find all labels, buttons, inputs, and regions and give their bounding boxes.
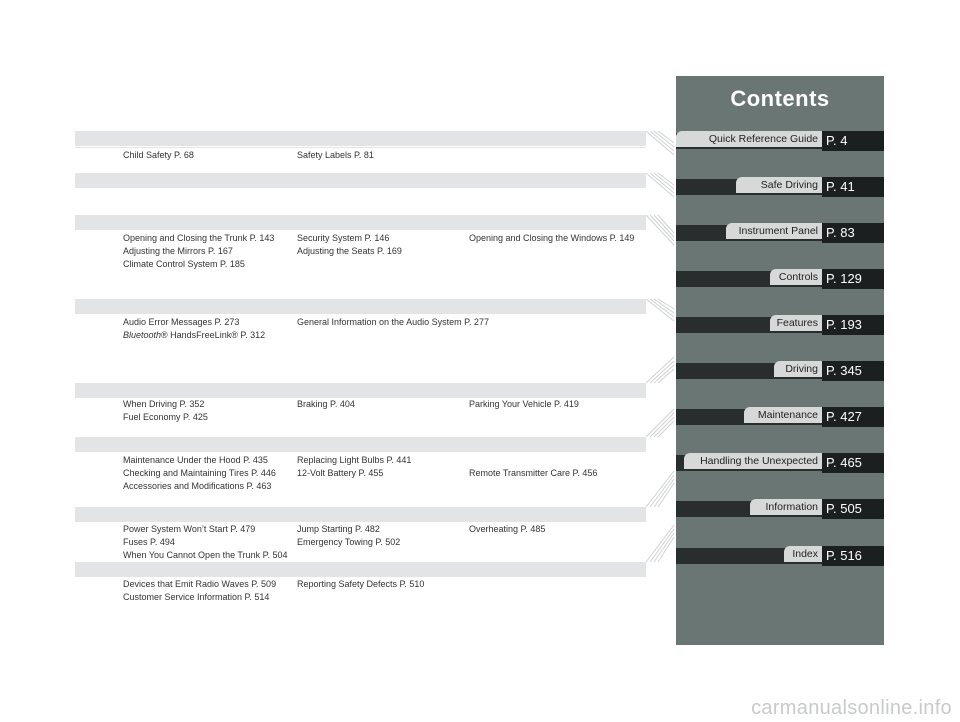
link-audio-info[interactable]: General Information on the Audio System P. 277 [297, 317, 489, 327]
tab-information-label[interactable]: Information [750, 499, 822, 515]
link-cannot-open-trunk[interactable]: When You Cannot Open the Trunk P. 504 [123, 550, 288, 560]
tab-controls-page[interactable]: P. 129 [822, 269, 884, 289]
link-parking[interactable]: Parking Your Vehicle P. 419 [469, 399, 579, 409]
bluetooth-label: Bluetooth [123, 330, 162, 340]
link-under-hood[interactable]: Maintenance Under the Hood P. 435 [123, 455, 268, 465]
link-fuses[interactable]: Fuses P. 494 [123, 537, 175, 547]
tab-features-page[interactable]: P. 193 [822, 315, 884, 335]
handsfreelink-label: ® HandsFreeLink® P. 312 [161, 330, 266, 340]
tab-safe-driving-label[interactable]: Safe Driving [736, 177, 822, 193]
link-accessories[interactable]: Accessories and Modifications P. 463 [123, 481, 272, 491]
link-seats[interactable]: Adjusting the Seats P. 169 [297, 246, 402, 256]
tab-unexpected-label[interactable]: Handling the Unexpected [684, 453, 822, 469]
tab-driving-page[interactable]: P. 345 [822, 361, 884, 381]
link-security-system[interactable]: Security System P. 146 [297, 233, 390, 243]
link-climate-control[interactable]: Climate Control System P. 185 [123, 259, 245, 269]
section-rule [75, 147, 646, 148]
link-tires[interactable]: Checking and Maintaining Tires P. 446 [123, 468, 276, 478]
tab-safe-driving-page[interactable]: P. 41 [822, 177, 884, 197]
link-mirrors[interactable]: Adjusting the Mirrors P. 167 [123, 246, 233, 256]
tab-index-label[interactable]: Index [784, 546, 822, 562]
link-braking[interactable]: Braking P. 404 [297, 399, 355, 409]
link-safety-defects[interactable]: Reporting Safety Defects P. 510 [297, 579, 425, 589]
section-bar-maintenance [75, 437, 646, 452]
section-bar-quick-reference [75, 131, 646, 146]
tab-maintenance-label[interactable]: Maintenance [744, 407, 822, 423]
link-remote-transmitter[interactable]: Remote Transmitter Care P. 456 [469, 468, 598, 478]
link-safety-labels[interactable]: Safety Labels P. 81 [297, 150, 374, 160]
link-emergency-towing[interactable]: Emergency Towing P. 502 [297, 537, 401, 547]
tab-quick-reference-page[interactable]: P. 4 [822, 131, 884, 151]
link-overheating[interactable]: Overheating P. 485 [469, 524, 546, 534]
link-when-driving[interactable]: When Driving P. 352 [123, 399, 205, 409]
tab-instrument-panel-label[interactable]: Instrument Panel [726, 223, 822, 239]
link-wont-start[interactable]: Power System Won’t Start P. 479 [123, 524, 256, 534]
tab-features-label[interactable]: Features [770, 315, 822, 331]
contents-title: Contents [730, 86, 830, 111]
link-windows[interactable]: Opening and Closing the Windows P. 149 [469, 233, 635, 243]
tab-driving-label[interactable]: Driving [774, 361, 822, 377]
watermark: carmanualsonline.info [751, 697, 952, 719]
link-handsfreelink[interactable] [123, 330, 265, 341]
link-customer-service[interactable]: Customer Service Information P. 514 [123, 592, 270, 602]
section-bar-driving [75, 383, 646, 398]
link-radio-waves[interactable]: Devices that Emit Radio Waves P. 509 [123, 579, 277, 589]
tab-information-page[interactable]: P. 505 [822, 499, 884, 519]
section-bar-safe-driving [75, 173, 646, 188]
tab-quick-reference-label[interactable]: Quick Reference Guide [676, 131, 822, 147]
link-battery[interactable]: 12-Volt Battery P. 455 [297, 468, 384, 478]
link-audio-error[interactable]: Audio Error Messages P. 273 [123, 317, 240, 327]
link-child-safety[interactable]: Child Safety P. 68 [123, 150, 194, 160]
link-light-bulbs[interactable]: Replacing Light Bulbs P. 441 [297, 455, 412, 465]
section-bar-instrument-panel [75, 215, 646, 230]
tab-controls-label[interactable]: Controls [770, 269, 822, 285]
tab-maintenance-page[interactable]: P. 427 [822, 407, 884, 427]
section-bar-unexpected [75, 507, 646, 522]
tab-index-page[interactable]: P. 516 [822, 546, 884, 566]
tab-instrument-panel-page[interactable]: P. 83 [822, 223, 884, 243]
link-fuel-economy[interactable]: Fuel Economy P. 425 [123, 412, 208, 422]
link-jump-starting[interactable]: Jump Starting P. 482 [297, 524, 380, 534]
connector-lines [640, 125, 676, 585]
section-bar-controls [75, 299, 646, 314]
tab-unexpected-page[interactable]: P. 465 [822, 453, 884, 473]
link-trunk[interactable]: Opening and Closing the Trunk P. 143 [123, 233, 275, 243]
section-bar-information [75, 562, 646, 577]
